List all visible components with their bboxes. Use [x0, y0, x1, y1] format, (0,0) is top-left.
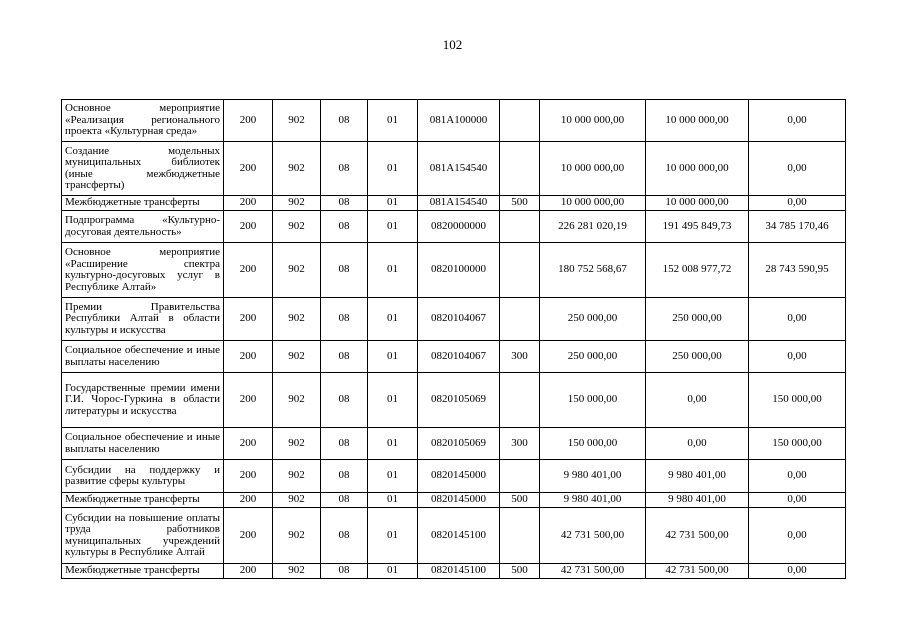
code-ved: 902	[273, 341, 321, 373]
table-row	[62, 196, 846, 211]
item-name: Премии Правительства Республики Алтай в области культуры и искусства	[62, 298, 224, 341]
code-rz: 08	[321, 100, 368, 142]
code-gr: 200	[224, 373, 273, 428]
sum-3: 34 785 170,46	[749, 211, 846, 243]
table-row	[62, 564, 846, 579]
sum-2: 10 000 000,00	[646, 196, 749, 211]
code-vr: 300	[500, 341, 540, 373]
sum-1: 150 000,00	[540, 428, 646, 460]
code-gr: 200	[224, 298, 273, 341]
code-gr: 200	[224, 142, 273, 196]
item-name: Государственные премии имени Г.И. Чорос-Гуркина в области литературы и искусства	[62, 373, 224, 428]
code-pr: 01	[368, 460, 418, 493]
item-name: Субсидии на повышение оплаты труда работников муниципальных учреждений культуры в Республике Алтай	[62, 508, 224, 564]
item-name: Субсидии на поддержку и развитие сферы культуры	[62, 460, 224, 493]
code-gr: 200	[224, 564, 273, 579]
sum-3: 28 743 590,95	[749, 243, 846, 298]
code-vr: 500	[500, 196, 540, 211]
table-row	[62, 341, 846, 373]
code-pr: 01	[368, 508, 418, 564]
code-pr: 01	[368, 196, 418, 211]
code-pr: 01	[368, 211, 418, 243]
code-ved: 902	[273, 460, 321, 493]
code-csr: 081A154540	[418, 142, 500, 196]
sum-2: 191 495 849,73	[646, 211, 749, 243]
code-rz: 08	[321, 196, 368, 211]
table-row	[62, 100, 846, 142]
sum-1: 250 000,00	[540, 341, 646, 373]
code-gr: 200	[224, 428, 273, 460]
code-gr: 200	[224, 508, 273, 564]
table-row	[62, 142, 846, 196]
code-vr	[500, 298, 540, 341]
sum-3: 150 000,00	[749, 373, 846, 428]
sum-1: 42 731 500,00	[540, 564, 646, 579]
sum-2: 42 731 500,00	[646, 508, 749, 564]
sum-2: 0,00	[646, 373, 749, 428]
code-ved: 902	[273, 100, 321, 142]
code-rz: 08	[321, 298, 368, 341]
sum-2: 10 000 000,00	[646, 142, 749, 196]
code-ved: 902	[273, 493, 321, 508]
item-name: Межбюджетные трансферты	[62, 493, 224, 508]
sum-3: 0,00	[749, 298, 846, 341]
code-vr	[500, 508, 540, 564]
code-csr: 0820104067	[418, 341, 500, 373]
sum-1: 250 000,00	[540, 298, 646, 341]
code-csr: 0820145100	[418, 564, 500, 579]
code-vr	[500, 100, 540, 142]
code-rz: 08	[321, 211, 368, 243]
code-vr	[500, 373, 540, 428]
code-ved: 902	[273, 243, 321, 298]
table-row	[62, 373, 846, 428]
code-csr: 0820145100	[418, 508, 500, 564]
item-name: Подпрограмма «Культурно-досуговая деятельность»	[62, 211, 224, 243]
code-csr: 081A154540	[418, 196, 500, 211]
code-ved: 902	[273, 142, 321, 196]
code-gr: 200	[224, 211, 273, 243]
sum-2: 9 980 401,00	[646, 460, 749, 493]
code-csr: 081A100000	[418, 100, 500, 142]
code-rz: 08	[321, 564, 368, 579]
table-body	[62, 100, 846, 579]
sum-3: 0,00	[749, 142, 846, 196]
code-ved: 902	[273, 373, 321, 428]
code-ved: 902	[273, 211, 321, 243]
code-ved: 902	[273, 298, 321, 341]
item-name: Социальное обеспечение и иные выплаты населению	[62, 428, 224, 460]
code-csr: 0820105069	[418, 373, 500, 428]
code-vr	[500, 211, 540, 243]
code-pr: 01	[368, 298, 418, 341]
item-name: Основное мероприятие «Расширение спектра культурно-досуговых услуг в Республике Алтай»	[62, 243, 224, 298]
code-pr: 01	[368, 341, 418, 373]
item-name: Создание модельных муниципальных библиотек (иные межбюджетные трансферты)	[62, 142, 224, 196]
code-pr: 01	[368, 100, 418, 142]
code-gr: 200	[224, 100, 273, 142]
code-gr: 200	[224, 196, 273, 211]
code-vr: 500	[500, 564, 540, 579]
code-rz: 08	[321, 508, 368, 564]
sum-1: 9 980 401,00	[540, 493, 646, 508]
page-number: 102	[442, 37, 463, 52]
code-rz: 08	[321, 493, 368, 508]
budget-table	[61, 99, 846, 579]
code-vr	[500, 243, 540, 298]
item-name: Межбюджетные трансферты	[62, 564, 224, 579]
code-pr: 01	[368, 373, 418, 428]
item-name: Социальное обеспечение и иные выплаты населению	[62, 341, 224, 373]
code-ved: 902	[273, 508, 321, 564]
code-pr: 01	[368, 564, 418, 579]
item-name: Межбюджетные трансферты	[62, 196, 224, 211]
sum-2: 250 000,00	[646, 341, 749, 373]
table-row	[62, 428, 846, 460]
sum-3: 0,00	[749, 196, 846, 211]
code-ved: 902	[273, 196, 321, 211]
sum-3: 0,00	[749, 460, 846, 493]
sum-3: 0,00	[749, 493, 846, 508]
table-row	[62, 243, 846, 298]
code-pr: 01	[368, 493, 418, 508]
code-gr: 200	[224, 341, 273, 373]
sum-2: 42 731 500,00	[646, 564, 749, 579]
code-rz: 08	[321, 142, 368, 196]
sum-2: 0,00	[646, 428, 749, 460]
code-rz: 08	[321, 243, 368, 298]
sum-2: 9 980 401,00	[646, 493, 749, 508]
sum-3: 0,00	[749, 341, 846, 373]
code-vr: 500	[500, 493, 540, 508]
sum-2: 10 000 000,00	[646, 100, 749, 142]
code-rz: 08	[321, 373, 368, 428]
code-vr	[500, 142, 540, 196]
code-csr: 0820105069	[418, 428, 500, 460]
sum-1: 150 000,00	[540, 373, 646, 428]
code-gr: 200	[224, 243, 273, 298]
sum-1: 180 752 568,67	[540, 243, 646, 298]
code-pr: 01	[368, 428, 418, 460]
sum-1: 10 000 000,00	[540, 196, 646, 211]
sum-1: 42 731 500,00	[540, 508, 646, 564]
code-gr: 200	[224, 460, 273, 493]
table-row	[62, 211, 846, 243]
code-rz: 08	[321, 341, 368, 373]
code-rz: 08	[321, 460, 368, 493]
code-pr: 01	[368, 243, 418, 298]
code-csr: 0820145000	[418, 493, 500, 508]
code-rz: 08	[321, 428, 368, 460]
code-ved: 902	[273, 564, 321, 579]
sum-1: 9 980 401,00	[540, 460, 646, 493]
code-ved: 902	[273, 428, 321, 460]
sum-1: 10 000 000,00	[540, 142, 646, 196]
item-name: Основное мероприятие «Реализация регионального проекта «Культурная среда»	[62, 100, 224, 142]
code-csr: 0820104067	[418, 298, 500, 341]
code-gr: 200	[224, 493, 273, 508]
code-csr: 0820100000	[418, 243, 500, 298]
sum-3: 0,00	[749, 508, 846, 564]
table-row	[62, 493, 846, 508]
code-pr: 01	[368, 142, 418, 196]
sum-2: 250 000,00	[646, 298, 749, 341]
sum-2: 152 008 977,72	[646, 243, 749, 298]
sum-3: 0,00	[749, 100, 846, 142]
table-row	[62, 298, 846, 341]
table-row	[62, 460, 846, 493]
code-csr: 0820145000	[418, 460, 500, 493]
code-csr: 0820000000	[418, 211, 500, 243]
sum-1: 10 000 000,00	[540, 100, 646, 142]
code-vr: 300	[500, 428, 540, 460]
sum-3: 0,00	[749, 564, 846, 579]
sum-3: 150 000,00	[749, 428, 846, 460]
sum-1: 226 281 020,19	[540, 211, 646, 243]
table-row	[62, 508, 846, 564]
code-vr	[500, 460, 540, 493]
